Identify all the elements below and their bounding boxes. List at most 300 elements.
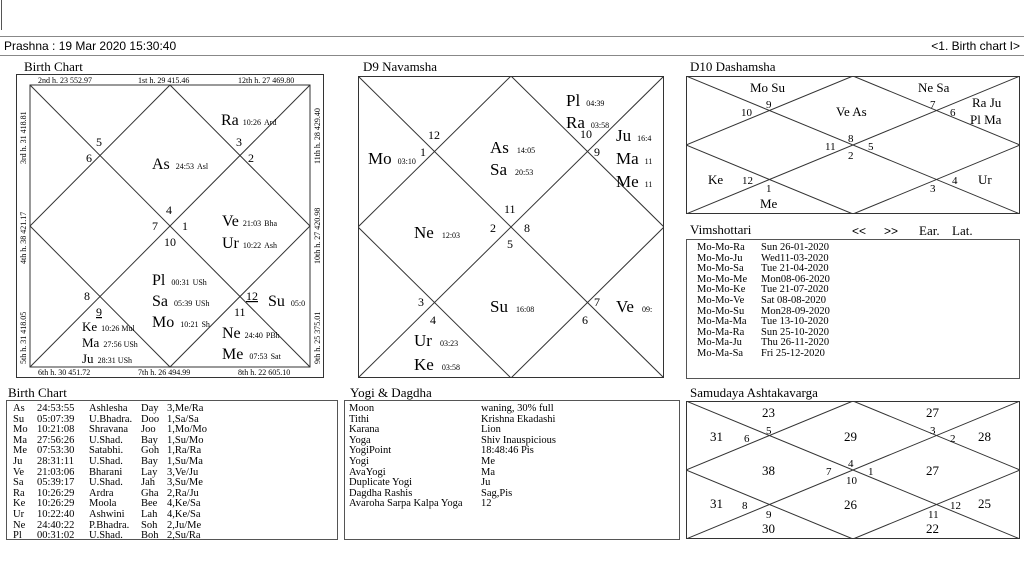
planet-degree: 10:26 (101, 324, 120, 333)
sign-number: 6 (582, 313, 588, 327)
sign-number: 11 (825, 141, 836, 153)
planet-degree: 05:39 (174, 299, 193, 308)
table-cell: Boh (141, 530, 159, 542)
planet-group: Ne Sa (918, 80, 950, 95)
table-cell: Su (13, 413, 25, 425)
table-cell: Goh (141, 445, 160, 457)
table-row[interactable] (349, 446, 679, 457)
table-cell: 05:07:39 (37, 413, 75, 425)
sign-number: 4 (848, 458, 854, 470)
house-label-6th: 6th h. 30 451.72 (38, 368, 91, 377)
table-cell: As (13, 403, 25, 414)
table-cell: Ju (481, 477, 491, 489)
bindu-value: 30 (762, 521, 775, 536)
table-cell: Yoga (349, 434, 371, 446)
sign-number: 3 (930, 425, 936, 437)
table-cell: Shiv Inauspicious (481, 434, 556, 446)
bindu-value: 27 (926, 463, 939, 478)
table-cell: 18:48:46 Pis (481, 445, 534, 457)
planet-degree: 10:26 (242, 118, 262, 127)
table-cell: 24:53:55 (37, 403, 75, 414)
table-cell: Pl (13, 530, 22, 542)
table-row[interactable] (697, 349, 1019, 360)
planet-degree: 16:4 (637, 134, 652, 143)
planet-name: Ju (82, 351, 94, 366)
dasha-next-button[interactable]: >> (884, 224, 899, 238)
table-cell: 24:40:22 (37, 519, 75, 531)
table-cell: Mo-Mo-Ke (697, 284, 746, 296)
table-row[interactable] (697, 285, 1019, 296)
table-cell: Mo-Ma-Ma (697, 316, 747, 328)
bindu-value: 26 (844, 497, 857, 512)
planet-degree: 04:39 (586, 99, 605, 108)
house-label-8th: 8th h. 22 605.10 (238, 368, 291, 377)
table-cell: Ne (13, 519, 26, 531)
dasha-earlier-button[interactable]: Ear. (919, 223, 940, 238)
chart-nav-button[interactable]: <1. Birth chart I> (931, 39, 1020, 53)
house-label-4th: 4th h. 38 421.17 (19, 211, 28, 264)
d9-chart-svg (358, 76, 664, 378)
sign-number: 2 (950, 433, 956, 445)
sign-number: 11 (504, 202, 516, 216)
table-row[interactable] (349, 415, 679, 426)
table-cell: Mo-Mo-Su (697, 305, 745, 317)
ashtaka-chart-svg (686, 401, 1020, 539)
table-cell: P.Bhadra. (89, 519, 130, 531)
sign-number: 11 (928, 509, 939, 521)
table-row[interactable] (697, 296, 1019, 307)
table-cell: Mo-Mo-Ve (697, 294, 745, 306)
table-cell: Lion (481, 424, 501, 436)
planet-name: Me (616, 172, 639, 191)
table-row[interactable] (13, 531, 337, 542)
table-row[interactable] (697, 254, 1019, 265)
sign-number: 10 (741, 107, 752, 119)
table-cell: YogiPoint (349, 445, 392, 457)
planet-name: Su (490, 297, 508, 316)
planet-group: Mo Su (750, 80, 786, 95)
prashna-datetime: 19 Mar 2020 15:30:40 (58, 39, 177, 53)
house-label-12th: 12th h. 27 469.80 (238, 76, 295, 85)
birth-table-title: Birth Chart (8, 385, 67, 400)
sign-number: 4 (166, 203, 172, 217)
table-cell: Soh (141, 519, 158, 531)
table-cell: Sun 26-01-2020 (761, 242, 829, 253)
planet-name: Sa (490, 160, 507, 179)
planet-name: Ve (222, 213, 239, 230)
sign-number: 6 (950, 107, 956, 119)
table-cell: Me (13, 445, 27, 457)
d10-title: D10 Dashamsha (690, 59, 776, 74)
bindu-value: 38 (762, 463, 775, 478)
table-cell: waning, 30% full (481, 403, 554, 414)
bindu-value: 22 (926, 521, 939, 536)
table-cell: AvaYogi (349, 466, 386, 478)
birth-table[interactable] (6, 400, 338, 540)
birth-chart-panel[interactable] (16, 74, 324, 378)
planet-degree: 10:21 (180, 320, 199, 329)
table-cell: Sag,Pis (481, 487, 513, 499)
table-cell: Mon28-09-2020 (761, 305, 830, 317)
prashna-label: Prashna : (4, 39, 56, 53)
table-cell: Ma (481, 466, 495, 478)
planet-degree: 21:03 (242, 219, 262, 228)
table-cell: Mo-Mo-Sa (697, 263, 744, 275)
planet-degree: 28:31 (97, 356, 116, 365)
planet-nakshatra: PBh (265, 331, 280, 340)
bindu-value: 29 (844, 429, 857, 444)
planet-name: Sa (152, 293, 168, 310)
planet-group: Ra Ju (972, 95, 1002, 110)
table-cell: 3,Me/Ra (167, 403, 204, 414)
table-cell: 28:31:11 (37, 455, 74, 467)
table-cell: Tithi (349, 413, 370, 425)
sign-number: 4 (952, 175, 958, 187)
table-cell: Satabhi. (89, 445, 124, 457)
sign-number: 12 (246, 289, 258, 303)
bindu-value: 31 (710, 496, 723, 511)
sign-number: 4 (430, 313, 436, 327)
table-cell: Wed11-03-2020 (761, 252, 829, 264)
house-label-5th: 5th h. 31 418.05 (19, 311, 28, 364)
house-label-11th: 11th h. 28 429.40 (313, 108, 322, 164)
sign-number: 8 (742, 500, 748, 512)
table-row[interactable] (13, 457, 337, 468)
planet-name: Ma (82, 335, 100, 350)
planet-degree: 10:22 (242, 241, 262, 250)
table-cell: 10:26:29 (37, 498, 75, 510)
planet-name: As (152, 156, 170, 173)
table-cell: Avaroha Sarpa Kalpa Yoga (349, 498, 463, 510)
table-cell: Gha (141, 487, 159, 499)
table-cell: U.Shad. (89, 530, 123, 542)
window-edge-marker (1, 0, 3, 30)
sign-number: 2 (848, 150, 854, 162)
vimshottari-title: Vimshottari (690, 222, 752, 237)
bindu-value: 25 (978, 496, 991, 511)
planet-degree: 03:10 (397, 157, 416, 166)
table-cell: Ve (13, 466, 25, 478)
planet-name: Ra (566, 113, 585, 132)
table-cell: 05:39:17 (37, 477, 75, 489)
bindu-value: 27 (926, 405, 939, 420)
table-cell: Sat 08-08-2020 (761, 294, 827, 306)
sign-number: 12 (428, 128, 440, 142)
sign-number: 7 (930, 99, 936, 111)
table-cell: Tue 21-04-2020 (761, 263, 829, 275)
planet-nakshatra: USh (195, 299, 210, 308)
table-cell: 07:53:30 (37, 445, 75, 457)
table-cell: Ke (13, 498, 26, 510)
table-cell: Moola (89, 498, 117, 510)
table-cell: Mo-Mo-Ra (697, 242, 745, 253)
planet-name: Mo (368, 149, 392, 168)
table-cell: Sa (13, 477, 24, 489)
planet-group: Pl Ma (970, 112, 1002, 127)
table-cell: Dagdha Rashis (349, 487, 413, 499)
sign-number: 8 (84, 289, 90, 303)
table-cell: Ju (13, 455, 23, 467)
table-row[interactable] (13, 404, 337, 415)
table-row[interactable] (349, 499, 679, 510)
sign-number: 1 (182, 219, 188, 233)
planet-group: Ur (978, 172, 992, 187)
yogi-table-rows (349, 404, 679, 510)
sign-number: 10 (164, 235, 176, 249)
table-cell: Bee (141, 498, 158, 510)
planet-name: As (490, 138, 509, 157)
sign-number: 8 (524, 221, 530, 235)
table-cell: Joo (141, 424, 156, 436)
house-label-1st: 1st h. 29 415.46 (138, 76, 190, 85)
planet-nakshatra: Sat (270, 352, 281, 361)
table-row[interactable] (697, 275, 1019, 286)
ashtaka-title: Samudaya Ashtakavarga (690, 385, 818, 400)
planet-nakshatra: Mul (121, 324, 135, 333)
birth-table-rows (13, 404, 337, 542)
planet-degree: 11 (644, 180, 653, 189)
planet-nakshatra: USh (192, 278, 207, 287)
table-cell: Me (481, 455, 495, 467)
table-cell: 3,Ve/Ju (167, 466, 199, 478)
sign-number: 11 (234, 305, 246, 319)
vimshottari-rows (697, 243, 1019, 360)
table-cell: Day (141, 403, 159, 414)
table-cell: U.Shad. (89, 455, 123, 467)
bindu-value: 31 (710, 429, 723, 444)
sign-number: 5 (868, 141, 874, 153)
planet-degree: 03:23 (439, 339, 459, 348)
table-cell: 10:21:08 (37, 424, 75, 436)
table-cell: 00:31:02 (37, 530, 75, 542)
ashtaka-chart-panel[interactable] (686, 401, 1020, 539)
planet-nakshatra: USh (117, 356, 133, 365)
table-cell: Bay (141, 455, 158, 467)
table-cell: 1,Ra/Ra (167, 445, 202, 457)
table-cell: Tue 21-07-2020 (761, 284, 829, 296)
vimshottari-list[interactable] (686, 239, 1020, 379)
planet-degree: 07:53 (249, 352, 268, 361)
bindu-value: 23 (762, 405, 775, 420)
planet-name: Ma (616, 149, 639, 168)
planet-name: Su (268, 293, 285, 310)
planet-nakshatra: Sh (201, 320, 210, 329)
planet-degree: 05:0 (290, 299, 306, 308)
sign-number: 5 (766, 425, 772, 437)
house-label-7th: 7th h. 26 494.99 (138, 368, 191, 377)
table-cell: Ra (13, 487, 25, 499)
yogi-table[interactable] (344, 400, 680, 540)
planet-nakshatra: Bha (264, 219, 278, 228)
table-cell: Mo-Ma-Ju (697, 337, 742, 349)
birth-chart-svg (16, 74, 324, 378)
sign-number: 9 (594, 145, 600, 159)
table-cell: 4,Ke/Sa (167, 498, 201, 510)
table-cell: 1,Su/Ma (167, 455, 203, 467)
table-cell: Ashlesha (89, 403, 128, 414)
table-cell: Lay (141, 466, 158, 478)
planet-degree: 24:53 (175, 162, 195, 171)
table-cell: 2,Ra/Ju (167, 487, 199, 499)
prashna-info (4, 39, 176, 53)
planet-name: Ra (221, 112, 239, 129)
sign-number: 5 (96, 135, 102, 149)
planet-name: Pl (152, 272, 166, 289)
planet-degree: 03:58 (590, 121, 610, 130)
sign-number: 1 (420, 145, 426, 159)
table-cell: Mo-Ma-Ra (697, 326, 745, 338)
planet-nakshatra: Ard (264, 118, 277, 127)
planet-degree: 20:53 (515, 168, 534, 177)
planet-name: Pl (566, 91, 581, 110)
table-cell: Jah (141, 477, 155, 489)
birth-chart-title: Birth Chart (24, 59, 83, 74)
sign-number: 12 (742, 175, 753, 187)
table-cell: Mo-Mo-Ju (697, 252, 743, 264)
table-cell: U.Shad. (89, 434, 123, 446)
table-cell: 4,Ke/Sa (167, 508, 201, 520)
planet-degree: 12:03 (441, 231, 461, 240)
sign-number: 3 (236, 135, 242, 149)
sign-number: 10 (580, 127, 592, 141)
table-cell: 3,Su/Me (167, 477, 203, 489)
house-label-3rd: 3rd h. 31 418.81 (19, 111, 28, 164)
sign-number: 3 (418, 295, 424, 309)
planet-degree: 00:31 (171, 278, 190, 287)
sign-number: 6 (744, 433, 750, 445)
table-row[interactable] (13, 510, 337, 521)
table-cell: Doo (141, 413, 160, 425)
table-cell: 21:03:06 (37, 466, 75, 478)
planet-name: Ju (616, 126, 632, 145)
planet-group: Me (760, 196, 778, 211)
sign-number: 2 (248, 151, 254, 165)
planet-degree: 09: (641, 305, 653, 314)
table-cell: Fri 25-12-2020 (761, 347, 825, 359)
table-cell: Mo-Mo-Me (697, 273, 748, 285)
table-cell: Moon (349, 403, 375, 414)
planet-name: Ne (222, 325, 241, 342)
sign-number: 3 (930, 183, 936, 195)
planet-nakshatra: Ash (264, 241, 278, 250)
table-cell: Mon08-06-2020 (761, 273, 830, 285)
table-cell: Ma (13, 434, 27, 446)
planet-name: Me (222, 346, 244, 363)
table-cell: 1,Sa/Sa (167, 413, 199, 425)
sign-number: 1 (868, 466, 874, 478)
table-cell: 27:56:26 (37, 434, 75, 446)
planet-degree: 27:56 (103, 340, 122, 349)
planet-degree: 11 (644, 157, 653, 166)
table-cell: U.Bhadra. (89, 413, 133, 425)
table-cell: Sun 25-10-2020 (761, 326, 829, 338)
table-row[interactable] (697, 243, 1019, 254)
table-row[interactable] (697, 317, 1019, 328)
house-label-2nd: 2nd h. 23 552.97 (38, 76, 92, 85)
table-cell: 10:26:29 (37, 487, 75, 499)
sign-number: 5 (507, 237, 513, 251)
planet-nakshatra: USh (123, 340, 138, 349)
table-cell: Ur (13, 508, 25, 520)
table-row[interactable] (697, 338, 1019, 349)
d10-chart-svg (686, 76, 1020, 214)
table-row[interactable] (349, 457, 679, 468)
planet-group: Ke (708, 172, 724, 187)
dasha-prev-button[interactable]: << (852, 224, 867, 238)
table-cell: U.Shad. (89, 477, 123, 489)
table-cell: 1,Mo/Mo (167, 424, 207, 436)
table-cell: 12 (481, 498, 492, 510)
table-cell: Shravana (89, 424, 129, 436)
table-cell: Tue 13-10-2020 (761, 316, 829, 328)
d10-chart-panel[interactable] (686, 76, 1020, 214)
yogi-title: Yogi & Dagdha (350, 385, 432, 400)
planet-degree: 16:08 (515, 305, 535, 314)
house-label-9th: 9th h. 25 375.01 (313, 311, 322, 364)
table-cell: Ashwini (89, 508, 125, 520)
sign-number: 10 (846, 475, 857, 487)
table-row[interactable] (349, 404, 679, 415)
table-cell: 2,Su/Ra (167, 530, 201, 542)
sign-number: 8 (848, 133, 854, 145)
planet-name: Ur (222, 235, 239, 252)
table-cell: Karana (349, 424, 380, 436)
planet-name: Ke (414, 355, 434, 374)
table-cell: Krishna Ekadashi (481, 413, 556, 425)
table-cell: Yogi (349, 455, 369, 467)
planet-name: Ke (82, 319, 98, 334)
table-cell: Lah (141, 508, 158, 520)
planet-name: Ve (616, 297, 634, 316)
table-cell: 2,Ju/Me (167, 519, 202, 531)
d9-chart-panel[interactable] (358, 76, 664, 378)
table-cell: Mo-Ma-Sa (697, 347, 744, 359)
sign-number: 7 (594, 295, 600, 309)
header-bar (0, 36, 1024, 56)
sign-number: 6 (86, 151, 92, 165)
table-row[interactable] (697, 328, 1019, 339)
table-cell: Bay (141, 434, 158, 446)
sign-number: 1 (766, 183, 772, 195)
table-cell: Ardra (89, 487, 114, 499)
planet-name: Mo (152, 314, 175, 331)
table-cell: 10:22:40 (37, 508, 75, 520)
table-cell: Duplicate Yogi (349, 477, 412, 489)
sign-number: 9 (96, 305, 102, 319)
planet-nakshatra: Asl (197, 162, 209, 171)
sign-number: 7 (826, 466, 832, 478)
planet-name: Ur (414, 331, 432, 350)
sign-number: 2 (490, 221, 496, 235)
house-label-10th: 10th h. 27 420.98 (313, 207, 322, 264)
table-cell: Thu 26-11-2020 (761, 337, 830, 349)
table-cell: 1,Su/Mo (167, 434, 204, 446)
sign-number: 9 (766, 99, 772, 111)
d9-title: D9 Navamsha (363, 59, 438, 74)
dasha-later-button[interactable]: Lat. (952, 223, 973, 238)
sign-number: 7 (152, 219, 158, 233)
sign-number: 12 (950, 500, 961, 512)
planet-degree: 24:40 (244, 331, 263, 340)
planet-group: Ve As (836, 104, 867, 119)
planet-degree: 03:58 (441, 363, 461, 372)
table-cell: Bharani (89, 466, 123, 478)
bindu-value: 28 (978, 429, 991, 444)
planet-degree: 14:05 (516, 146, 536, 155)
table-cell: Mo (13, 424, 28, 436)
sign-number: 9 (766, 509, 772, 521)
planet-name: Ne (414, 223, 434, 242)
